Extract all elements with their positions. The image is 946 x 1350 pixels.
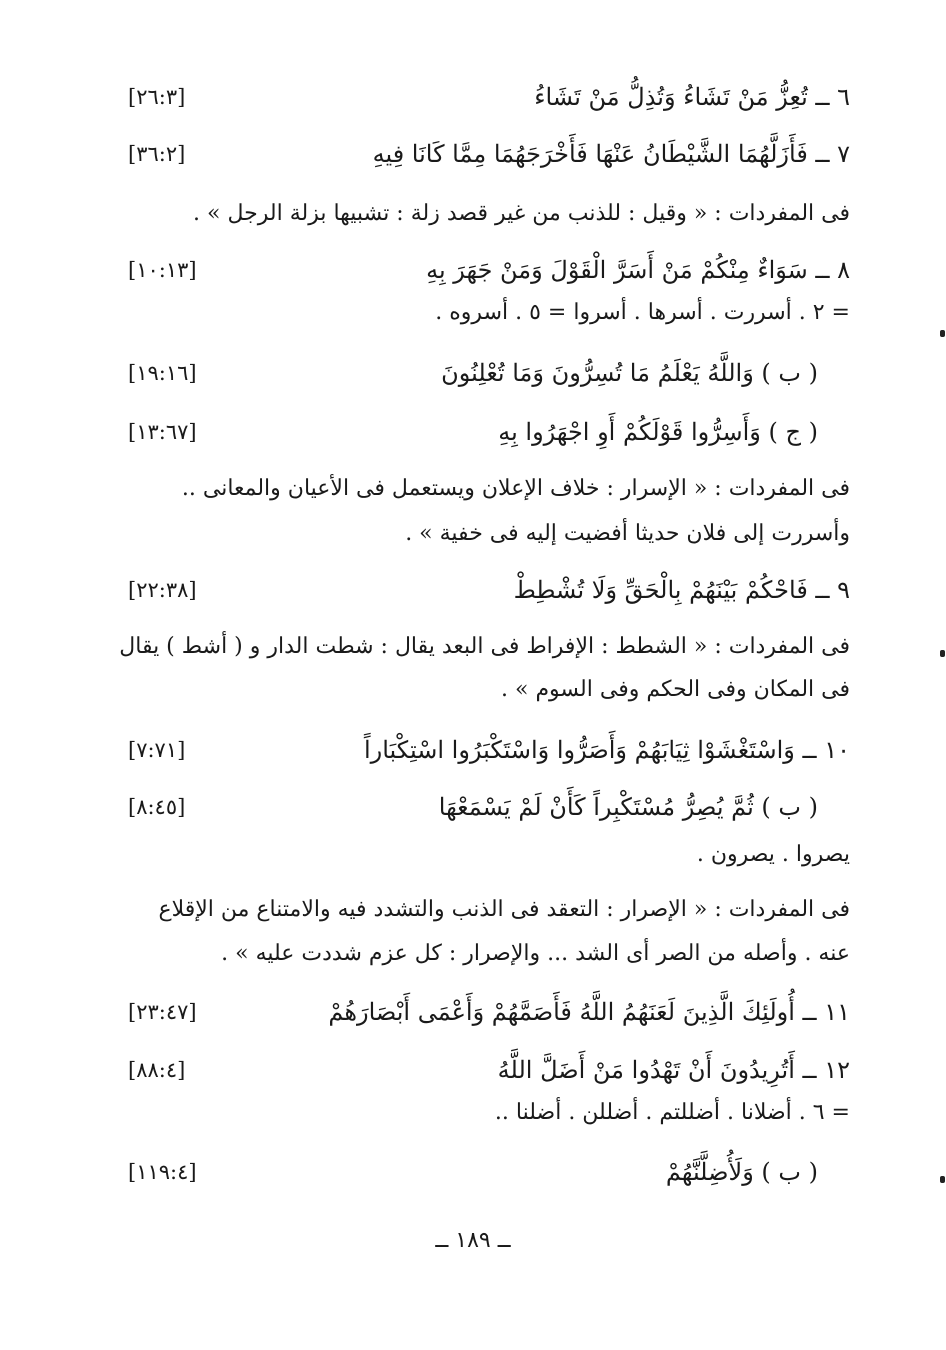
commentary-line: عنه . وأصله من الصر أى الشد ... والإصرار : كل عزم شددت عليه » . (221, 941, 850, 966)
verse-line: ( ج ) وَأَسِرُّوا قَوْلَكُمْ أَوِ اجْهَرُوا بِهِ (498, 418, 818, 446)
scan-margin-mark (940, 1176, 945, 1183)
commentary-line: فى المفردات : « الإسرار : خلاف الإعلان ويستعمل فى الأعيان والمعانى .. (181, 476, 850, 501)
verse-line: ٦ ــ تُعِزُّ مَنْ تَشَاءُ وَتُذِلُّ مَنْ تَشَاءُ (534, 83, 850, 111)
verse-reference: [١٩:١٦] (128, 361, 197, 385)
verse-line: ١١ ــ أُولَئِكَ الَّذِينَ لَعَنَهُمُ اللَّهُ فَأَصَمَّهُمْ وَأَعْمَى أَبْصَارَهُمْ (328, 998, 850, 1026)
verse-line: ٨ ــ سَوَاءٌ مِنْكُمْ مَنْ أَسَرَّ الْقَوْلَ وَمَنْ جَهَرَ بِهِ (426, 256, 850, 284)
verse-reference: [٨:٤٥] (128, 795, 186, 819)
scan-margin-mark (940, 330, 945, 337)
verse-reference: [١٠:١٣] (128, 258, 197, 282)
verse-line: ( ب ) ثُمَّ يُصِرُّ مُسْتَكْبِراً كَأَنْ لَمْ يَسْمَعْهَا (438, 793, 818, 821)
commentary-line: فى المفردات : « الإصرار : التعقد فى الذنب والتشدد فيه والامتناع من الإقلاع (158, 897, 850, 922)
verse-line: ( ب ) وَاللَّهُ يَعْلَمُ مَا تُسِرُّونَ وَمَا تُعْلِنُونَ (441, 359, 818, 387)
verse-line: ١٢ ــ أَتُرِيدُونَ أَنْ تَهْدُوا مَنْ أَضَلَّ اللَّهُ (497, 1056, 850, 1084)
derivatives-line: = ٦ . أضلانا . أضللتم . أضللن . أضلنا .. (494, 1100, 850, 1125)
derivatives-line: = ٢ . أسررت . أسرها . أسروا = ٥ . أسروه . (435, 300, 850, 325)
verse-line: ( ب ) وَلَأُضِلَّنَّهُمْ (665, 1158, 818, 1186)
commentary-line: وأسررت إلى فلان حديثا أفضيت إليه فى خفية » . (405, 521, 850, 546)
verse-reference: [٧:٧١] (128, 738, 186, 762)
verse-reference: [٢٢:٣٨] (128, 578, 197, 602)
verse-reference: [٨٨:٤] (128, 1058, 186, 1082)
verse-reference: [٢٣:٤٧] (128, 1000, 197, 1024)
scan-margin-mark (940, 650, 945, 657)
page-number: ــ ١٨٩ ــ (435, 1228, 511, 1253)
commentary-line: فى المكان وفى الحكم وفى السوم » . (501, 677, 850, 702)
verse-line: ٩ ــ فَاحْكُمْ بَيْنَهُمْ بِالْحَقِّ وَلَا تُشْطِطْ (513, 576, 850, 604)
commentary-line: فى المفردات : « وقيل : للذنب من غير قصد زلة : تشبيها بزلة الرجل » . (193, 201, 850, 226)
verse-reference: [٢٦:٣] (128, 85, 186, 109)
commentary-line: فى المفردات : « الشطط : الإفراط فى البعد يقال : شطت الدار و ( أشط ) يقال (119, 634, 850, 659)
verse-reference: [١١٩:٤] (128, 1160, 197, 1184)
verse-line: ٧ ــ فَأَزَلَّهُمَا الشَّيْطَانُ عَنْهَا فَأَخْرَجَهُمَا مِمَّا كَانَا فِيهِ (372, 140, 850, 168)
verse-reference: [١٣:٦٧] (128, 420, 197, 444)
verse-line: ١٠ ــ وَاسْتَغْشَوْا ثِيَابَهُمْ وَأَصَرُّوا وَاسْتَكْبَرُوا اسْتِكْبَاراً (363, 736, 850, 764)
derivatives-line: يصروا . يصرون . (696, 842, 850, 867)
verse-reference: [٣٦:٢] (128, 142, 186, 166)
